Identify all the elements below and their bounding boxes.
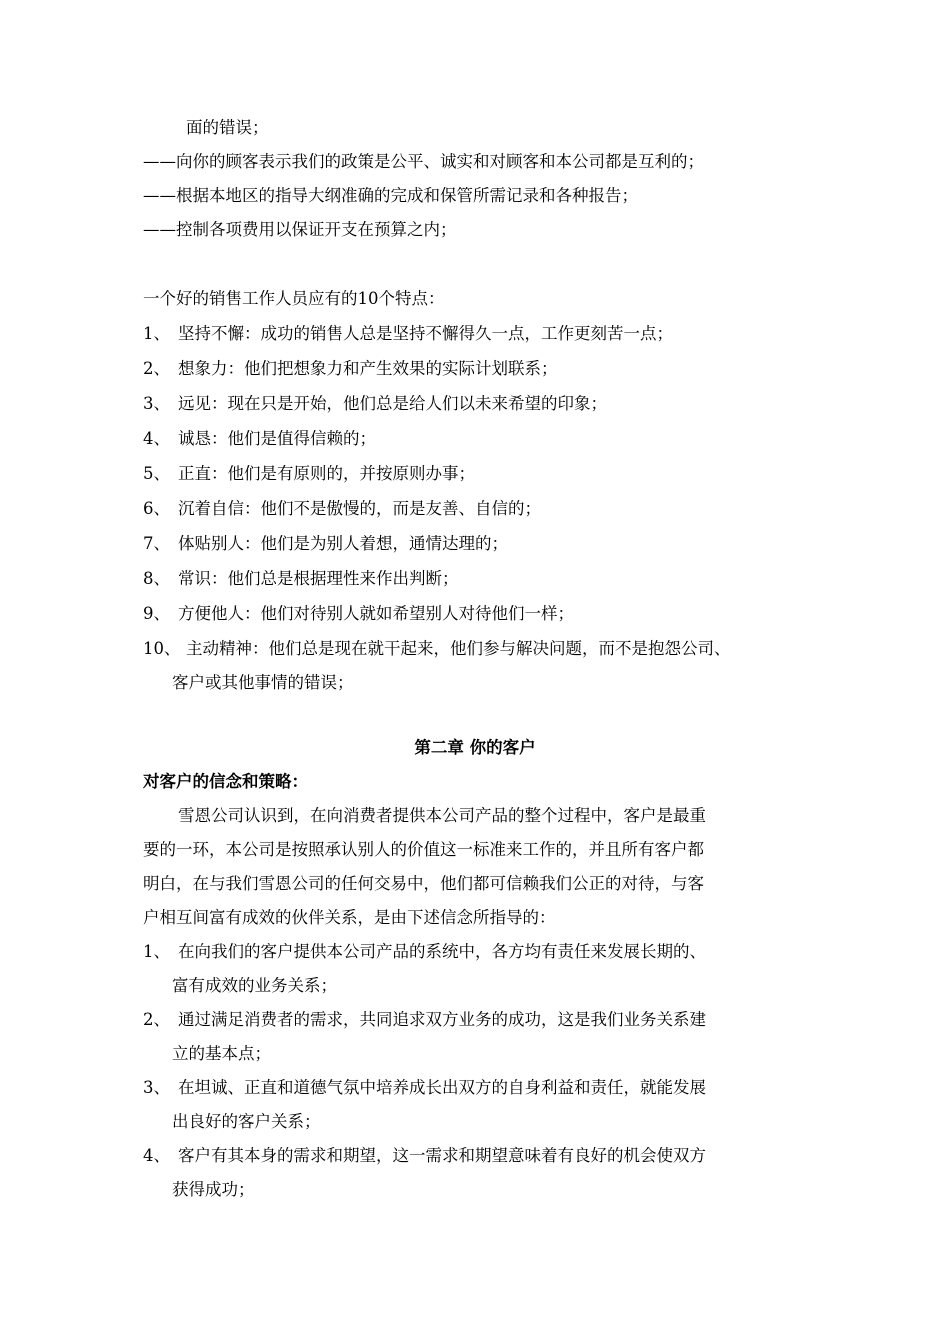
list-item: 沉着自信：他们不是傲慢的，而是友善、自信的； [178, 499, 541, 518]
list-item-continuation: 客户或其他事情的错误； [172, 673, 354, 692]
paragraph-line: 要的一环，本公司是按照承认别人的价值这一标准来工作的，并且所有客户都 [143, 840, 704, 859]
list-item-number: 9、 [143, 604, 170, 623]
list-item: 诚恳：他们是值得信赖的； [178, 429, 376, 448]
list-item: 想象力：他们把想象力和产生效果的实际计划联系； [178, 359, 558, 378]
list-item-number: 5、 [143, 464, 170, 483]
list-item-continuation: 获得成功； [172, 1180, 255, 1199]
list-item: 正直：他们是有原则的，并按原则办事； [178, 464, 475, 483]
list-item: 远见：现在只是开始，他们总是给人们以未来希望的印象； [178, 394, 607, 413]
dash-item: ——根据本地区的指导大纲准确的完成和保管所需记录和各种报告； [143, 186, 638, 205]
section-subheading: 对客户的信念和策略： [143, 772, 308, 791]
list-item: 坚持不懈：成功的销售人总是坚持不懈得久一点，工作更刻苦一点； [178, 324, 673, 343]
list-item-number: 7、 [143, 534, 170, 553]
list-item-number: 4、 [143, 1146, 170, 1165]
list-item: 主动精神：他们总是现在就干起来，他们参与解决问题，而不是抱怨公司、 [186, 639, 731, 658]
list-item: 在向我们的客户提供本公司产品的系统中，各方均有责任来发展长期的、 [178, 942, 706, 961]
list-item-number: 3、 [143, 394, 170, 413]
list-item-number: 4、 [143, 429, 170, 448]
list-item-number: 2、 [143, 1010, 170, 1029]
paragraph-line: 明白，在与我们雪恩公司的任何交易中，他们都可信赖我们公正的对待，与客 [143, 874, 704, 893]
list-item-continuation: 立的基本点； [172, 1044, 271, 1063]
list-item: 通过满足消费者的需求，共同追求双方业务的成功，这是我们业务关系建 [178, 1010, 706, 1029]
paragraph-line: 户相互间富有成效的伙伴关系，是由下述信念所指导的： [143, 908, 556, 927]
list-item: 方便他人：他们对待别人就如希望别人对待他们一样； [178, 604, 574, 623]
list-item-continuation: 出良好的客户关系； [172, 1112, 321, 1131]
list-item: 体贴别人：他们是为别人着想，通情达理的； [178, 534, 508, 553]
chapter-title: 第二章 你的客户 [414, 738, 536, 757]
list-item-number: 10、 [143, 639, 181, 658]
list-item-number: 2、 [143, 359, 170, 378]
list-item-continuation: 富有成效的业务关系； [172, 976, 337, 995]
list-item-number: 1、 [143, 942, 170, 961]
list-item: 常识：他们总是根据理性来作出判断； [178, 569, 459, 588]
traits-heading: 一个好的销售工作人员应有的10个特点： [143, 289, 445, 308]
list-item-number: 6、 [143, 499, 170, 518]
paragraph-line: 雪恩公司认识到，在向消费者提供本公司产品的整个过程中，客户是最重 [178, 806, 706, 825]
continued-line: 面的错误； [186, 118, 269, 137]
list-item: 在坦诚、正直和道德气氛中培养成长出双方的自身利益和责任，就能发展 [178, 1078, 706, 1097]
list-item: 客户有其本身的需求和期望，这一需求和期望意味着有良好的机会使双方 [178, 1146, 706, 1165]
dash-item: ——向你的顾客表示我们的政策是公平、诚实和对顾客和本公司都是互利的； [143, 152, 704, 171]
list-item-number: 8、 [143, 569, 170, 588]
list-item-number: 3、 [143, 1078, 170, 1097]
list-item-number: 1、 [143, 324, 170, 343]
dash-item: ——控制各项费用以保证开支在预算之内； [143, 220, 457, 239]
